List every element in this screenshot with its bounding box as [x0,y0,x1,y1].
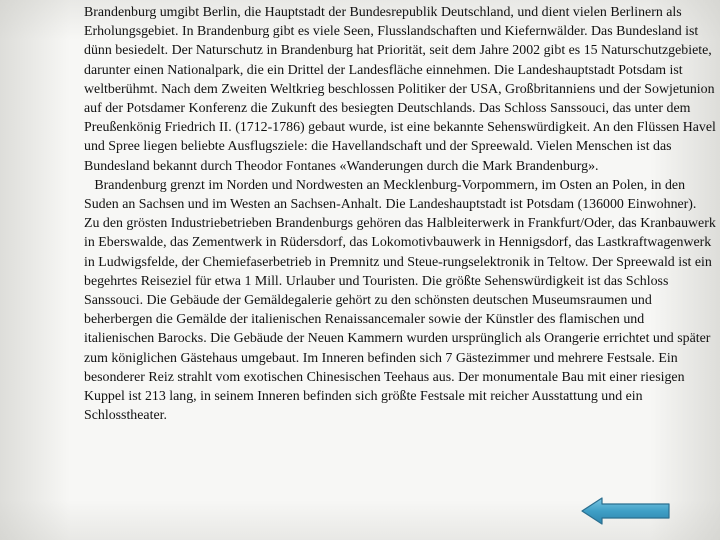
paragraph-industry: Zu den grösten Industriebetrieben Brandenburgs gehören das Halbleiterwerk in Frankfurt/Oder, das Kranbauwerk in Eberswalde, das Zementwerk in Rüdersdorf, das Lokomotivbauwerk in Hennigsdorf, das Lastkraftwagenwerk in Ludwigsfelde, der Chemiefaserbetrieb in Premnitz und Steue-rungselektronik in Teltow. Der Spreewald ist ein begehrtes Reiseziel für etwa 1 Mill. Urlauber und Touristen. Die größte Sehenswürdigkeit ist das Schloss Sanssouci. Die Gebäude der Gemäldegalerie gehört zu den schönsten deutschen Museumsraumen und beherbergen die Gemälde der italienischen Renaissancemaler sowie der Künstler des flamischen und italienischen Barocks. Die Gebäude der Neuen Kammern wurden ursprünglich als Orangerie errichtet und später zum königlichen Gästehaus umgebaut. Im Inneren befinden sich 7 Gästezimmer und mehrere Festsale. Ein besonderer Reiz strahlt vom exotischen Chinesischen Teehaus aus. Der monumentale Bau mit einer riesigen Kuppel ist 213 lang, in seinem Inneren befinden sich größte Festsale mit reicher Ausstattung und ein Schlosstheater. [84,216,716,424]
text-body [84,3,716,425]
paragraph-borders: Brandenburg grenzt im Norden und Nordwesten an Mecklenburg-Vorpommern, im Osten an Polen, in den Suden an Sachsen und im Westen an Sachsen-Anhalt. Die Landeshauptstadt ist Potsdam (136000 Einwohner). [84,177,697,213]
left-arrow-icon [580,496,672,526]
back-button[interactable] [580,496,672,526]
paragraph-intro: Brandenburg umgibt Berlin, die Hauptstadt der Bundesrepublik Deutschland, und dient vielen Berlinern als Erholungsgebiet. In Brandenburg gibt es viele Seen, Flusslandschaften und Kiefernwälder. Das Bundesland ist dünn besiedelt. Der Naturschutz in Brandenburg hat Priorität, seit dem Jahre 2002 gibt es 15 Naturschutzgebiete, darunter einen Nationalpark, die ein Drittel der Landesfläche einnehmen. Die Landeshauptstadt Potsdam ist weltberühmt. Nach dem Zweiten Weltkrieg beschlossen Politiker der USA, Großbritanniens und der Sowjetunion auf der Potsdamer Konferenz die Zukunft des besiegten Deutschlands. Das Schloss Sanssouci, das unter dem Preußenkönig Friedrich II. (1712-1786) gebaut wurde, ist eine bekannte Sehenswürdigkeit. An den Flüssen Havel und Spree liegen beliebte Ausflugsziele: die Havellandschaft und der Spreewald. Vielen Menschen ist das Bundesland bekannt durch Theodor Fontanes «Wanderungen durch die Mark Brandenburg». [84,5,716,174]
